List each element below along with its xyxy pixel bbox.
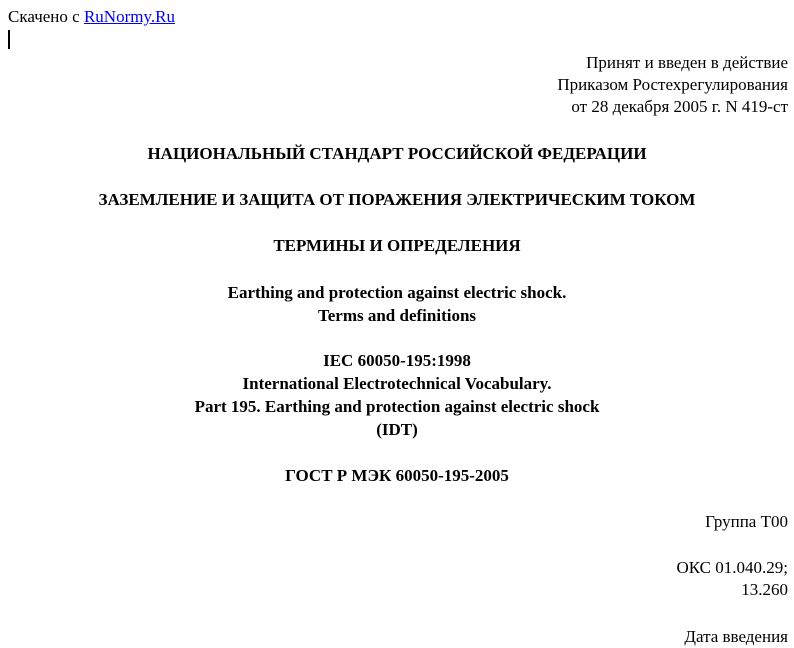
english-title-line-2: Terms and definitions bbox=[317, 306, 477, 325]
downloaded-from-line bbox=[8, 6, 175, 28]
document-title: ЗАЗЕМЛЕНИЕ И ЗАЩИТА ОТ ПОРАЖЕНИЯ ЭЛЕКТРИЧЕСКИМ ТОКОМ bbox=[98, 190, 696, 209]
oks-code bbox=[676, 557, 788, 601]
iec-line-3: Part 195. Earthing and protection against electric shock bbox=[194, 397, 600, 416]
runormy-link[interactable]: RuNormy.Ru bbox=[83, 7, 175, 26]
oks-line-2: 13.260 bbox=[741, 580, 788, 599]
iec-line-1: IEC 60050-195:1998 bbox=[323, 351, 471, 370]
text-cursor bbox=[8, 30, 10, 49]
gost-number: ГОСТ Р МЭК 60050-195-2005 bbox=[285, 466, 509, 485]
adoption-line-3: от 28 декабря 2005 г. N 419-ст bbox=[571, 97, 788, 116]
group-code: Группа Т00 bbox=[705, 512, 788, 531]
oks-line-1: ОКС 01.040.29; bbox=[676, 558, 788, 577]
iec-line-4: (IDT) bbox=[376, 420, 418, 439]
downloaded-prefix: Скачено с bbox=[8, 7, 84, 26]
adoption-line-1: Принят и введен в действие bbox=[586, 53, 788, 72]
document-subtitle: ТЕРМИНЫ И ОПРЕДЕЛЕНИЯ bbox=[273, 236, 521, 255]
iec-reference bbox=[0, 349, 794, 441]
adoption-notice bbox=[557, 52, 788, 118]
introduction-date-label: Дата введения bbox=[684, 627, 788, 646]
national-standard-heading: НАЦИОНАЛЬНЫЙ СТАНДАРТ РОССИЙСКОЙ ФЕДЕРАЦИИ bbox=[147, 144, 647, 163]
iec-line-2: International Electrotechnical Vocabulary. bbox=[242, 374, 552, 393]
english-title-line-1: Earthing and protection against electric shock. bbox=[227, 283, 567, 302]
adoption-line-2: Приказом Ростехрегулирования bbox=[557, 75, 788, 94]
english-title bbox=[0, 281, 794, 327]
